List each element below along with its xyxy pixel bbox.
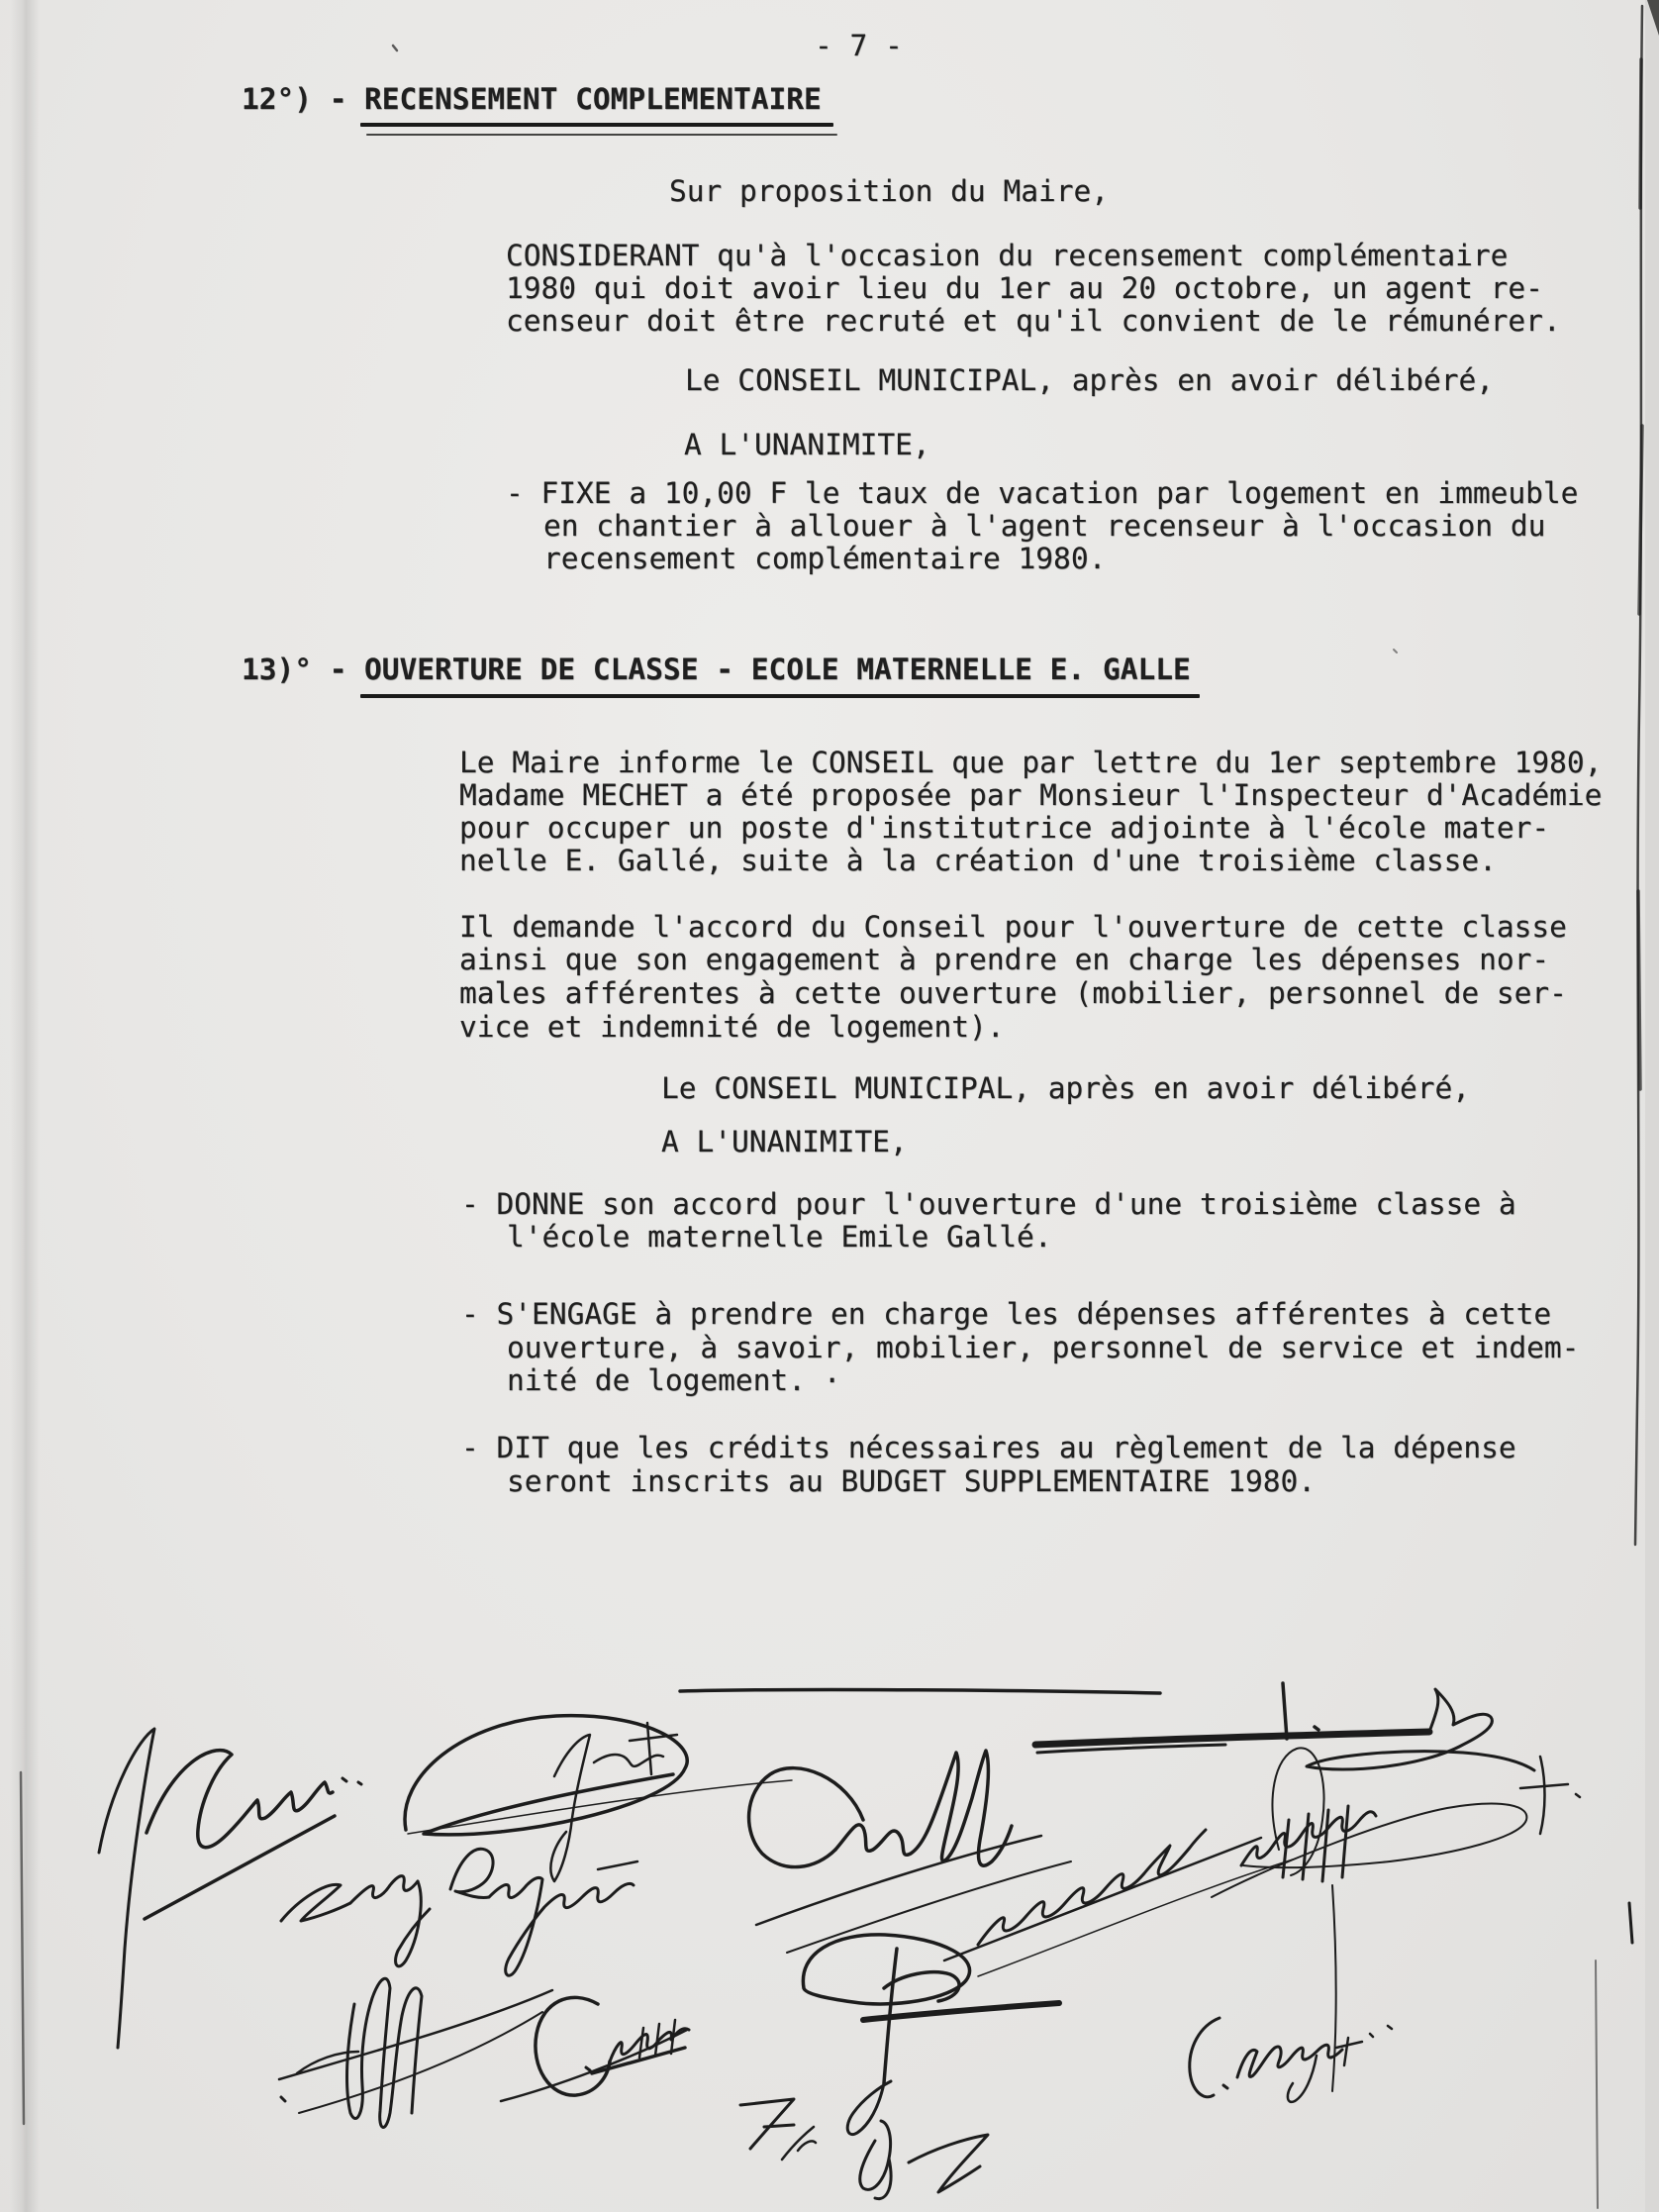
line-sengage-1: - S'ENGAGE à prendre en charge les dépenses afférentes à cette	[461, 1297, 1552, 1331]
line-unanimite-13: A L'UNANIMITE,	[661, 1125, 908, 1158]
line-conseil-13: Le CONSEIL MUNICIPAL, après en avoir délibéré,	[661, 1071, 1470, 1105]
section-12-title: RECENSEMENT COMPLEMENTAIRE	[364, 82, 822, 116]
stray-mark-top	[393, 46, 397, 50]
line-maire-2: Madame MECHET a été proposée par Monsieur l'Inspecteur d'Académie	[459, 778, 1603, 812]
line-donne-2: l'école maternelle Emile Gallé.	[507, 1220, 1052, 1254]
line-fixe-3: recensement complémentaire 1980.	[543, 542, 1107, 575]
line-maire-1: Le Maire informe le CONSEIL que par lettre du 1er septembre 1980,	[459, 746, 1603, 779]
line-dit-1: - DIT que les crédits nécessaires au règlement de la dépense	[461, 1431, 1516, 1464]
line-sengage-2: ouverture, à savoir, mobilier, personnel de service et indem-	[507, 1331, 1580, 1364]
line-demande-3: males afférentes à cette ouverture (mobilier, personnel de ser-	[459, 976, 1567, 1010]
section-13-label: 13)° -	[242, 653, 365, 686]
right-faint-line	[1596, 1961, 1598, 2208]
line-conseil-12: Le CONSEIL MUNICIPAL, après en avoir délibéré,	[685, 363, 1494, 397]
page-number: - 7 -	[815, 29, 903, 62]
line-maire-3: pour occuper un poste d'institutrice adjointe à l'école mater-	[459, 811, 1550, 845]
line-maire-4: nelle E. Gallé, suite à la création d'une troisième classe.	[459, 844, 1497, 877]
stray-mark-heading	[1394, 650, 1397, 653]
line-demande-2: ainsi que son engagement à prendre en charge les dépenses nor-	[459, 943, 1550, 976]
line-considerant-1: CONSIDERANT qu'à l'occasion du recensement complémentaire	[506, 239, 1509, 272]
line-unanimite-12: A L'UNANIMITE,	[684, 428, 930, 461]
right-edge-line	[1635, 6, 1642, 1545]
line-sur-proposition: Sur proposition du Maire,	[669, 174, 1110, 208]
line-donne-1: - DONNE son accord pour l'ouverture d'une troisième classe à	[461, 1187, 1516, 1221]
line-demande-1: Il demande l'accord du Conseil pour l'ouverture de cette classe	[459, 910, 1567, 944]
line-considerant-3: censeur doit être recruté et qu'il convient de le rémunérer.	[506, 304, 1561, 338]
line-dit-2: seront inscrits au BUDGET SUPPLEMENTAIRE 1980.	[507, 1464, 1316, 1498]
section-12-label: 12°) -	[242, 82, 365, 116]
right-edge-tick	[1629, 1903, 1632, 1943]
top-right-corner-mark	[1647, 0, 1659, 36]
line-sengage-3: nité de logement. ·	[507, 1363, 841, 1397]
line-fixe-1: - FIXE a 10,00 F le taux de vacation par logement en immeuble	[506, 476, 1579, 510]
line-considerant-2: 1980 qui doit avoir lieu du 1er au 20 octobre, un agent re-	[506, 271, 1543, 305]
section-13-title: OUVERTURE DE CLASSE - ECOLE MATERNELLE E. GALLE	[364, 653, 1191, 686]
line-fixe-2: en chantier à allouer à l'agent recenseur à l'occasion du	[543, 509, 1546, 543]
line-demande-4: vice et indemnité de logement).	[459, 1010, 1005, 1044]
left-crease-line	[21, 1772, 24, 2124]
